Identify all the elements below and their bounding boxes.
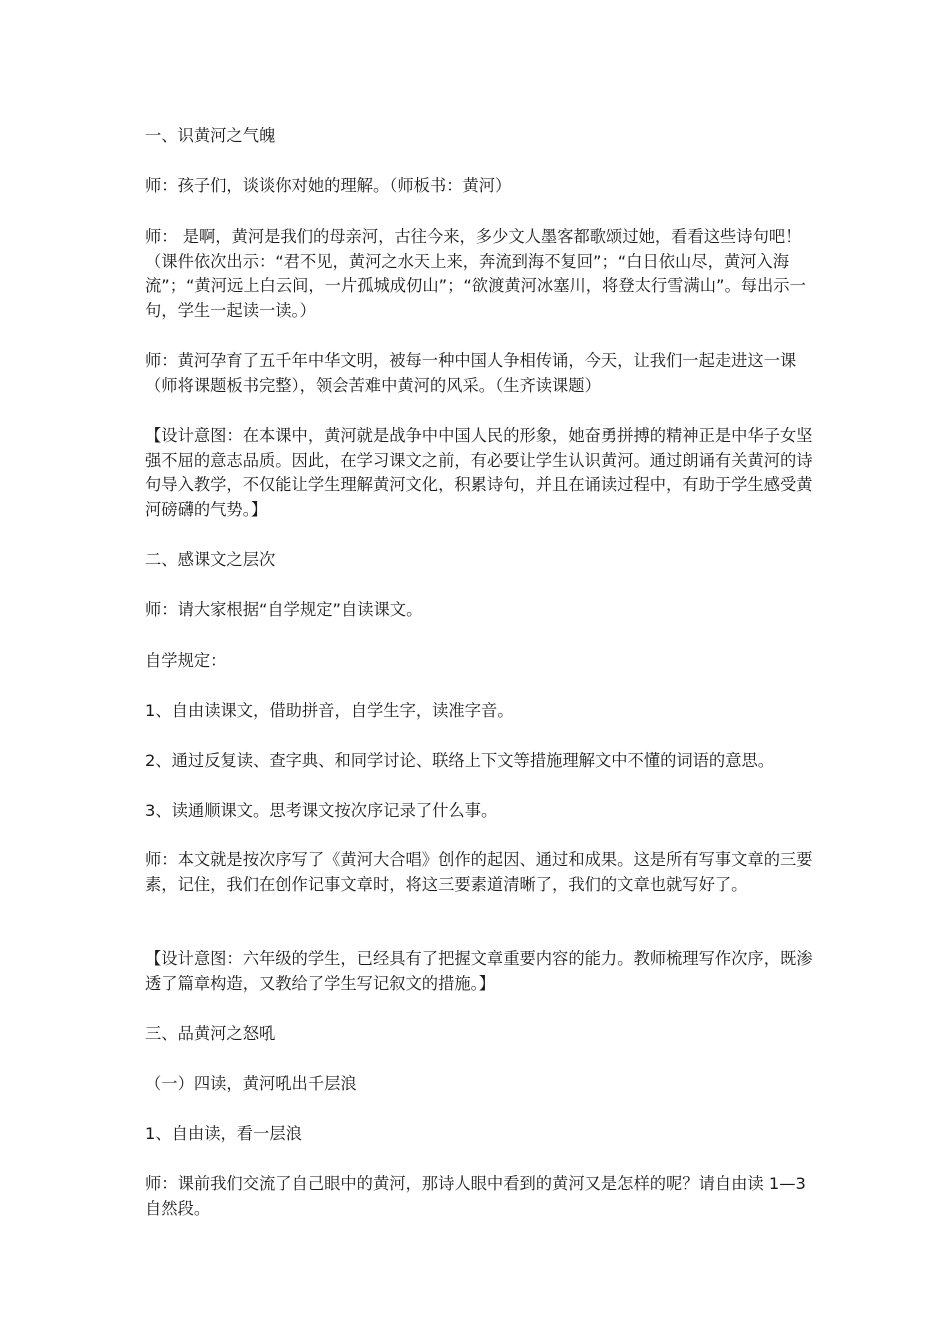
section-heading-1: 一、识黄河之气魄 (145, 126, 276, 145)
list-item: 1、自由读课文，借助拼音，自学生字，读准字音。 (145, 701, 514, 720)
paragraph: 师：课前我们交流了自己眼中的黄河，那诗人眼中看到的黄河又是怎样的呢？请自由读 1—3 自然段。 (145, 1174, 806, 1218)
design-intent-note: 【设计意图：六年级的学生，已经具有了把握文章重要内容的能力。教师梳理写作次序，既渗透了篇章构造，又教给了学生写记叙文的措施。】 (145, 949, 813, 993)
section-heading-3: 三、品黄河之怒吼 (145, 1024, 276, 1043)
list-item: 1、自由读，看一层浪 (145, 1124, 302, 1143)
subsection-heading: （一）四读，黄河吼出千层浪 (145, 1074, 357, 1093)
paragraph: 自学规定： (145, 651, 227, 670)
paragraph: 师：黄河孕育了五千年中华文明，被每一种中国人争相传诵，今天，让我们一起走进这一课（师将课题板书完整），领会苦难中黄河的风采。（生齐读课题） (145, 351, 797, 395)
paragraph: 师： 是啊，黄河是我们的母亲河，古往今来，多少文人墨客都歌颂过她，看看这些诗句吧！（课件依次出示：“君不见，黄河之水天上来，奔流到海不复回”；“白日依山尽，黄河入海流”；“黄河远上白云间，一片孤城成仞山”；“欲渡黄河冰塞川，将登太行雪满山”。每出示一句，学生一起读一读。） (145, 227, 806, 320)
paragraph: 师：请大家根据“自学规定”自读课文。 (145, 600, 423, 619)
design-intent-note: 【设计意图：在本课中，黄河就是战争中中国人民的形象，她奋勇拼搏的精神正是中华子女坚强不屈的意志品质。因此，在学习课文之前，有必要让学生认识黄河。通过朗诵有关黄河的诗句导入教学，不仅能让学生理解黄河文化，积累诗句，并且在诵读过程中，有助于学生感受黄河磅礴的气势。】 (145, 426, 813, 519)
paragraph: 师：本文就是按次序写了《黄河大合唱》创作的起因、通过和成果。这是所有写事文章的三要素，记住，我们在创作记事文章时，将这三要素道清晰了，我们的文章也就写好了。 (145, 850, 813, 894)
paragraph: 师：孩子们，谈谈你对她的理解。（师板书：黄河） (145, 176, 512, 195)
list-item: 3、读通顺课文。思考课文按次序记录了什么事。 (145, 801, 498, 820)
section-heading-2: 二、感课文之层次 (145, 550, 276, 569)
list-item: 2、通过反复读、查字典、和同学讨论、联络上下文等措施理解文中不懂的词语的意思。 (145, 751, 775, 770)
